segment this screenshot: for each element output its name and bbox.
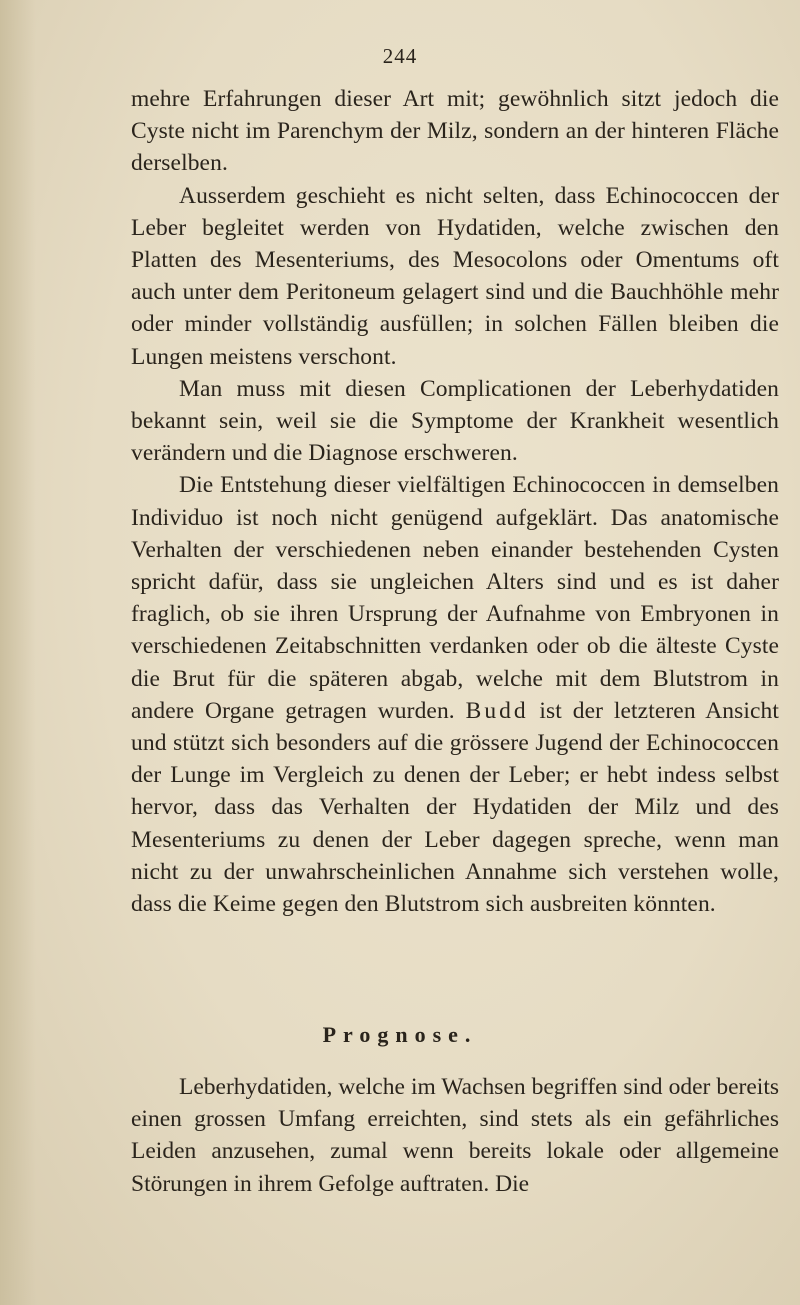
- paragraph-prognosis: Leberhydatiden, welche im Wachsen begriffen sind oder bereits einen grossen Umfang erreichten, sind stets als ein gefährliches Leiden anzusehen, zumal wenn bereits lokale oder allgemeine Störungen in ihrem Gefolge auftraten. Die: [131, 1074, 779, 1197]
- body-text: [131, 83, 779, 920]
- author-name-budd: Budd: [465, 697, 529, 724]
- paragraph-origin-part-a: Die Entstehung dieser vielfältigen Echinococcen in demselben Individuo ist noch nicht genügend aufgeklärt. Das anatomische Verhalten der verschiedenen neben einander bestehenden Cysten spricht dafür, dass sie ungleichen Alters sind und es ist daher fraglich, ob sie ihren Ursprung der Aufnahme von Embryonen in verschiedenen Zeitabschnitten verdanken oder ob die älteste Cyste die Brut für die späteren abgab, welche mit dem Blutstrom in andere Organe getragen wurden.: [131, 472, 779, 724]
- paragraph-origin: [131, 469, 779, 920]
- page-number: 244: [382, 44, 418, 68]
- paragraph-origin-part-b: ist der letzteren Ansicht und stützt sich besonders auf die grössere Jugend der Echinococcen der Lunge im Vergleich zu denen der Leber; er hebt indess selbst hervor, dass das Verhalten der Hydatiden der Milz und des Mesenteriums zu denen der Leber dagegen spreche, wenn man nicht zu der unwahrscheinlichen Annahme sich verstehen wolle, dass die Keime gegen den Blutstrom sich ausbreiten könnten.: [131, 697, 780, 918]
- paragraph-complications: Man muss mit diesen Complicationen der Leberhydatiden bekannt sein, weil sie die Symptome der Krankheit wesentlich verändern und die Diagnose erschweren.: [131, 375, 779, 467]
- paragraph-hydatids: Ausserdem geschieht es nicht selten, dass Echinococcen der Leber begleitet werden von Hydatiden, welche zwischen den Platten des Mesenteriums, des Mesocolons oder Omentums oft auch unter dem Peritoneum gelagert sind und die Bauchhöhle mehr oder minder vollständig ausfüllen; in solchen Fällen bleiben die Lungen meistens verschont.: [131, 182, 779, 370]
- paragraph-continued: mehre Erfahrungen dieser Art mit; gewöhnlich sitzt jedoch die Cyste nicht im Parenchym der Milz, sondern an der hinteren Fläche derselben.: [131, 86, 779, 177]
- body-text-prognosis: [131, 1071, 779, 1200]
- section-heading: Prognose.: [322, 1022, 478, 1047]
